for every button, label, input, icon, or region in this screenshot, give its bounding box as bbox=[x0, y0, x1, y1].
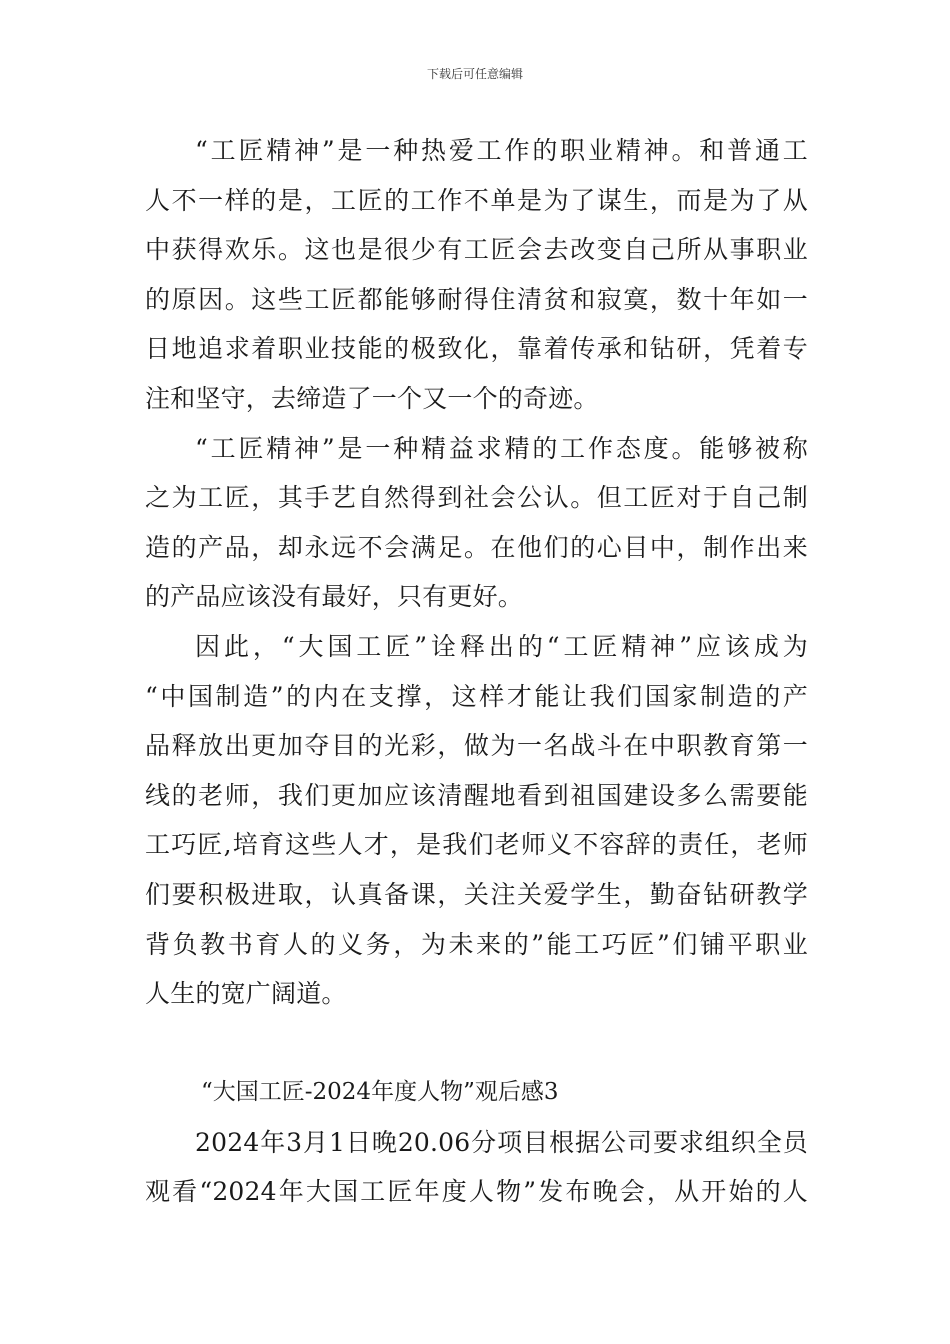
paragraph-line: 工巧匠,培育这些人才，是我们老师义不容辞的责任，老师 bbox=[145, 830, 808, 860]
paragraph-line: 观看“2024年大国工匠年度人物”发布晚会，从开始的人 bbox=[145, 1177, 808, 1207]
paragraph-line: “中国制造”的内在支撑，这样才能让我们国家制造的产 bbox=[145, 681, 808, 711]
paragraph bbox=[145, 1118, 808, 1217]
paragraph-line: 日地追求着职业技能的极致化，靠着传承和钻研，凭着专 bbox=[145, 334, 808, 364]
paragraph-line: 人生的宽广阔道。 bbox=[145, 979, 347, 1009]
paragraph-line: 因此，“大国工匠”诠释出的“工匠精神”应该成为 bbox=[195, 631, 808, 661]
paragraph-line: 注和坚守，去缔造了一个又一个的奇迹。 bbox=[145, 383, 599, 413]
paragraph bbox=[145, 622, 808, 1019]
paragraph-line: 2024年3月1日晚20.06分项目根据公司要求组织全员 bbox=[195, 1127, 808, 1157]
paragraph-line: 背负教书育人的义务，为未来的”能工巧匠”们铺平职业 bbox=[145, 929, 808, 959]
document-body bbox=[145, 126, 808, 1217]
paragraph-line: 的产品应该没有最好，只有更好。 bbox=[145, 582, 524, 612]
blank-line bbox=[145, 1019, 808, 1069]
paragraph-line: 品释放出更加夺目的光彩，做为一名战斗在中职教育第一 bbox=[145, 731, 808, 761]
paragraph-line: “工匠精神”是一种精益求精的工作态度。能够被称 bbox=[195, 433, 808, 463]
paragraph-line: 中获得欢乐。这也是很少有工匠会去改变自己所从事职业 bbox=[145, 235, 808, 265]
paragraph-line: “工匠精神”是一种热爱工作的职业精神。和普通工 bbox=[195, 136, 808, 165]
section-title: “大国工匠-2024年度人物”观后感3 bbox=[201, 1079, 559, 1106]
paragraph-line: 的原因。这些工匠都能够耐得住清贫和寂寞，数十年如一 bbox=[145, 284, 808, 314]
paragraph bbox=[145, 126, 808, 424]
page-header: 下载后可任意编辑 bbox=[426, 67, 523, 81]
paragraph bbox=[145, 424, 808, 622]
paragraph-line: 之为工匠，其手艺自然得到社会公认。但工匠对于自己制 bbox=[145, 483, 808, 513]
paragraph-line: 造的产品，却永远不会满足。在他们的心目中，制作出来 bbox=[145, 532, 808, 562]
paragraph-line: 们要积极进取，认真备课，关注关爱学生，勤奋钻研教学 bbox=[145, 879, 808, 909]
paragraph-line: 人不一样的是，工匠的工作不单是为了谋生，而是为了从 bbox=[145, 185, 808, 215]
paragraph-line: 线的老师，我们更加应该清醒地看到祖国建设多么需要能 bbox=[145, 780, 808, 810]
